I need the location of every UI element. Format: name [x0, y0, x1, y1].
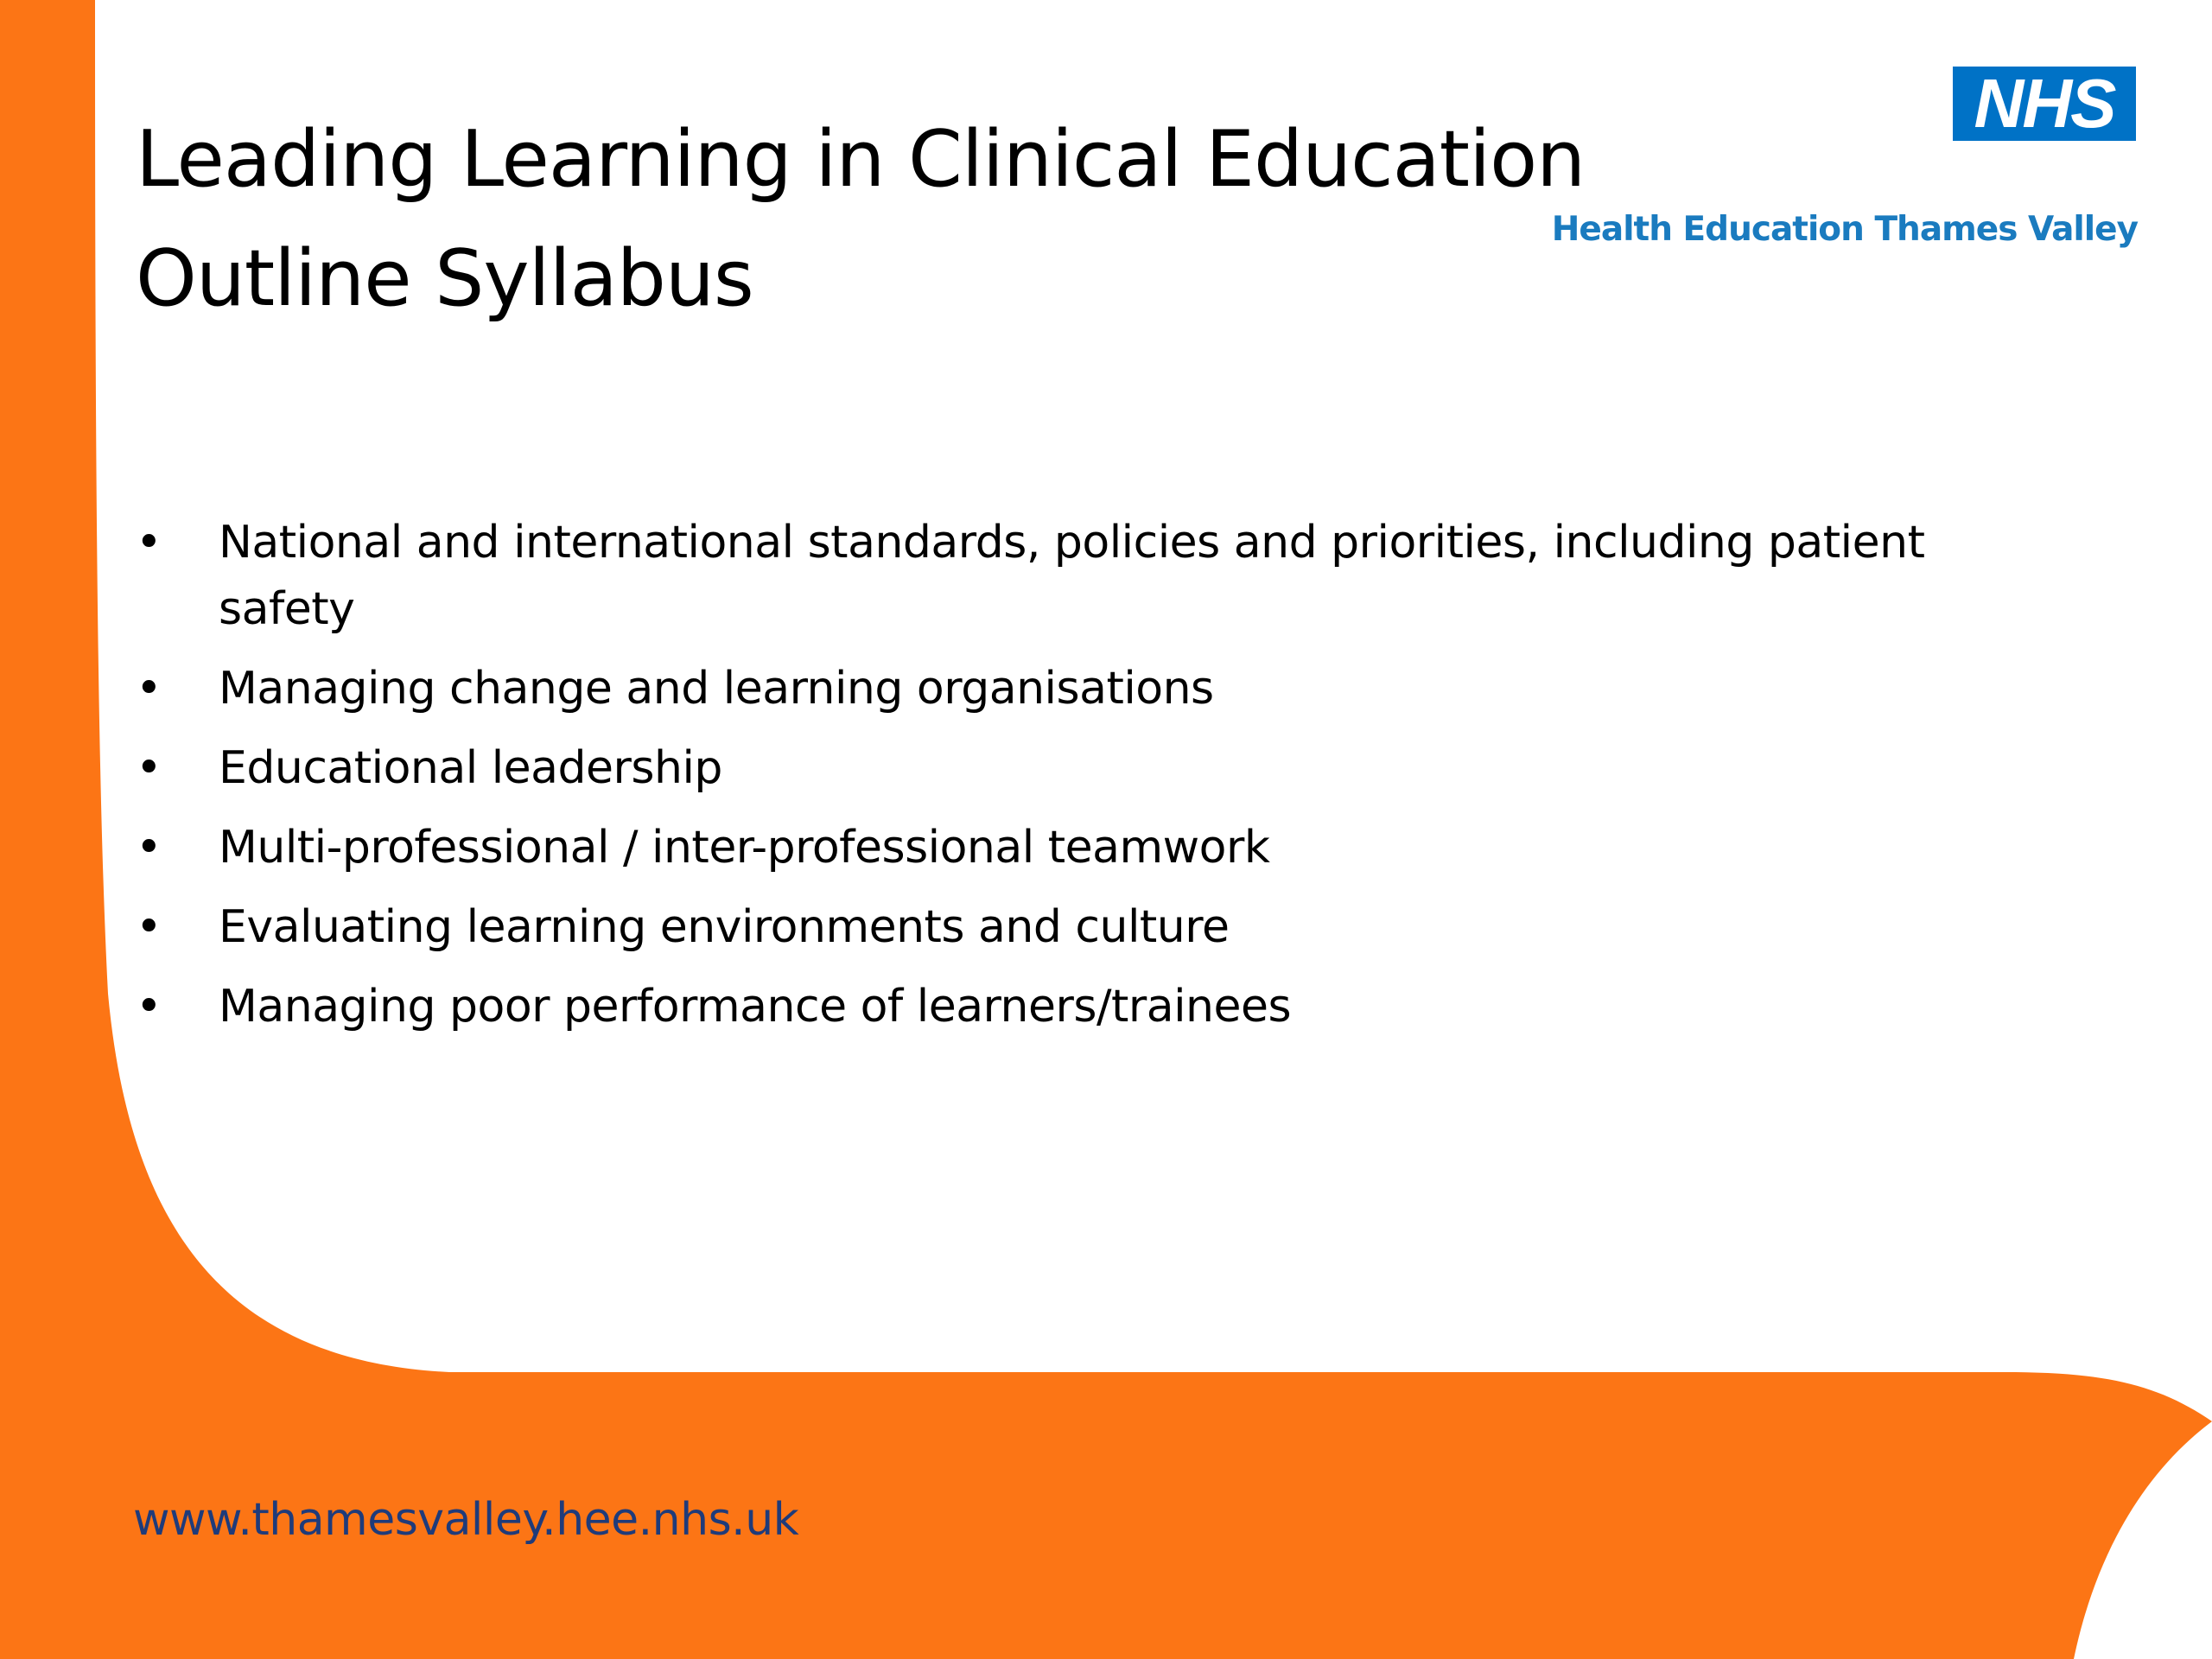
- syllabus-bullet-list: [136, 510, 2019, 1053]
- bullet-icon: •: [136, 517, 162, 569]
- list-item: [136, 974, 2019, 1040]
- list-item: [136, 894, 2019, 961]
- bullet-icon: •: [136, 901, 162, 953]
- organisation-name: Health Education Thames Valley: [1551, 210, 2138, 249]
- list-item: [136, 735, 2019, 802]
- list-item-text: Educational leadership: [219, 742, 722, 794]
- list-item: [136, 815, 2019, 881]
- website-url[interactable]: www.thamesvalley.hee.nhs.uk: [133, 1494, 799, 1546]
- list-item-text: Evaluating learning environments and culture: [219, 901, 1230, 953]
- nhs-logo-text: NHS: [1974, 67, 2115, 141]
- list-item: [136, 656, 2019, 722]
- bullet-icon: •: [136, 822, 162, 874]
- bullet-icon: •: [136, 663, 162, 715]
- nhs-logo: [1953, 67, 2136, 141]
- list-item-text: Managing poor performance of learners/trainees: [219, 981, 1292, 1033]
- bullet-icon: •: [136, 981, 162, 1033]
- bullet-icon: •: [136, 742, 162, 794]
- list-item-text: Managing change and learning organisations: [219, 663, 1214, 715]
- list-item: [136, 510, 2019, 643]
- slide-title: [136, 100, 1585, 339]
- list-item-text: Multi-professional / inter-professional teamwork: [219, 822, 1270, 874]
- title-line-2: Outline Syllabus: [136, 233, 753, 324]
- list-item-text: National and international standards, policies and priorities, including patient safety: [219, 517, 1925, 635]
- title-line-1: Leading Learning in Clinical Education: [136, 114, 1586, 205]
